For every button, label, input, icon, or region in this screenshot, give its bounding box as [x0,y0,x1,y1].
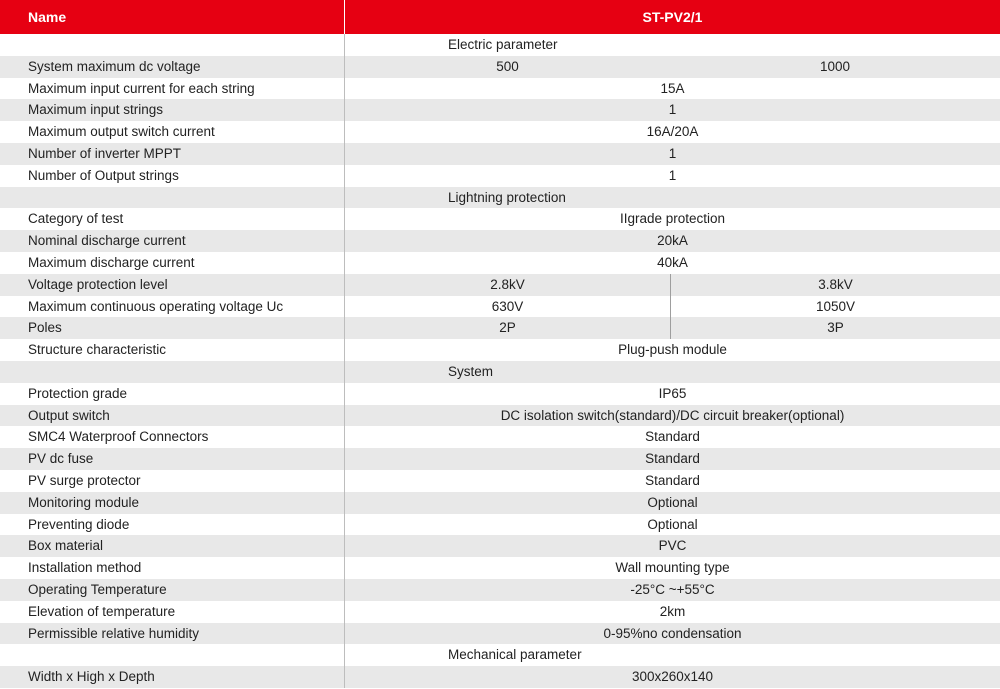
row-value: 16A/20A [646,124,699,140]
row-label: Poles [0,317,345,339]
table-row [0,296,1000,318]
table-row [0,579,1000,601]
table-header [0,0,1000,34]
row-label: Number of inverter MPPT [0,143,345,165]
row-value: PVC [658,538,687,554]
section-row-mechanical [0,644,1000,666]
section-title-system: System [448,363,494,379]
row-label: Category of test [0,208,345,230]
row-label: Permissible relative humidity [0,623,345,645]
row-value: IIgrade protection [619,211,726,227]
row-label: Protection grade [0,383,345,405]
section-row-electric [0,34,1000,56]
table-row [0,274,1000,296]
section-title-mechanical: Mechanical parameter [448,647,582,663]
row-value: Plug-push module [618,342,727,358]
row-value-a: 2.8kV [345,274,671,296]
table-row [0,143,1000,165]
table-row [0,339,1000,361]
row-value: Optional [647,516,698,532]
row-value: Standard [645,472,700,488]
row-value: 1 [668,102,677,118]
section-title-lightning: Lightning protection [448,189,566,205]
row-value: Wall mounting type [615,560,730,576]
row-value: Optional [647,494,698,510]
row-value: -25°C ~+55°C [630,581,715,597]
row-value: 2km [659,603,686,619]
row-label: Maximum output switch current [0,121,345,143]
row-label: Maximum discharge current [0,252,345,274]
row-label: Preventing diode [0,514,345,536]
row-value-a: 630V [345,296,671,318]
row-label: Box material [0,535,345,557]
row-value-a: 2P [345,317,671,339]
table-row [0,208,1000,230]
table-row [0,99,1000,121]
row-label: Nominal discharge current [0,230,345,252]
row-value-a: 500 [496,58,519,74]
section-row-system [0,361,1000,383]
row-label: PV surge protector [0,470,345,492]
row-value: 15A [660,80,685,96]
row-label: Maximum input current for each string [0,78,345,100]
table-row [0,514,1000,536]
row-label: Width x High x Depth [0,666,345,688]
section-title-electric: Electric parameter [448,37,558,52]
table-row [0,470,1000,492]
table-row [0,666,1000,688]
table-row [0,426,1000,448]
table-row [0,252,1000,274]
row-label: SMC4 Waterproof Connectors [0,426,345,448]
row-label: Monitoring module [0,492,345,514]
table-row [0,448,1000,470]
table-row [0,405,1000,427]
row-value: Standard [645,429,700,445]
row-value-b: 1000 [819,58,851,74]
row-value: DC isolation switch(standard)/DC circuit breaker(optional) [500,407,845,423]
row-label: Output switch [0,405,345,427]
row-label: Maximum input strings [0,99,345,121]
table-row [0,317,1000,339]
header-model: ST-PV2/1 [642,9,703,25]
row-value: 300x260x140 [631,669,714,685]
row-value: IP65 [658,385,687,401]
row-label: Elevation of temperature [0,601,345,623]
row-label: Voltage protection level [0,274,345,296]
table-row [0,535,1000,557]
table-row [0,165,1000,187]
table-row [0,78,1000,100]
row-label: System maximum dc voltage [0,56,345,78]
row-value-b: 3P [827,320,844,336]
table-row [0,557,1000,579]
table-row [0,623,1000,645]
row-value-b: 3.8kV [818,276,853,292]
row-value: 1 [668,167,677,183]
row-value-b: 1050V [815,298,856,314]
row-label: Number of Output strings [0,165,345,187]
row-label: Installation method [0,557,345,579]
section-row-lightning [0,187,1000,209]
row-label: Operating Temperature [0,579,345,601]
table-row [0,121,1000,143]
table-row [0,230,1000,252]
row-value: Standard [645,451,700,467]
row-value: 1 [668,145,677,161]
table-row [0,56,1000,78]
table-row [0,601,1000,623]
row-value: 0-95%no condensation [603,625,742,641]
table-row [0,383,1000,405]
row-label: PV dc fuse [0,448,345,470]
table-row [0,492,1000,514]
header-name-label: Name [0,0,345,34]
row-value: 40kA [657,254,688,270]
row-value: 20kA [657,233,688,249]
row-label: Structure characteristic [0,339,345,361]
row-label: Maximum continuous operating voltage Uc [0,296,345,318]
